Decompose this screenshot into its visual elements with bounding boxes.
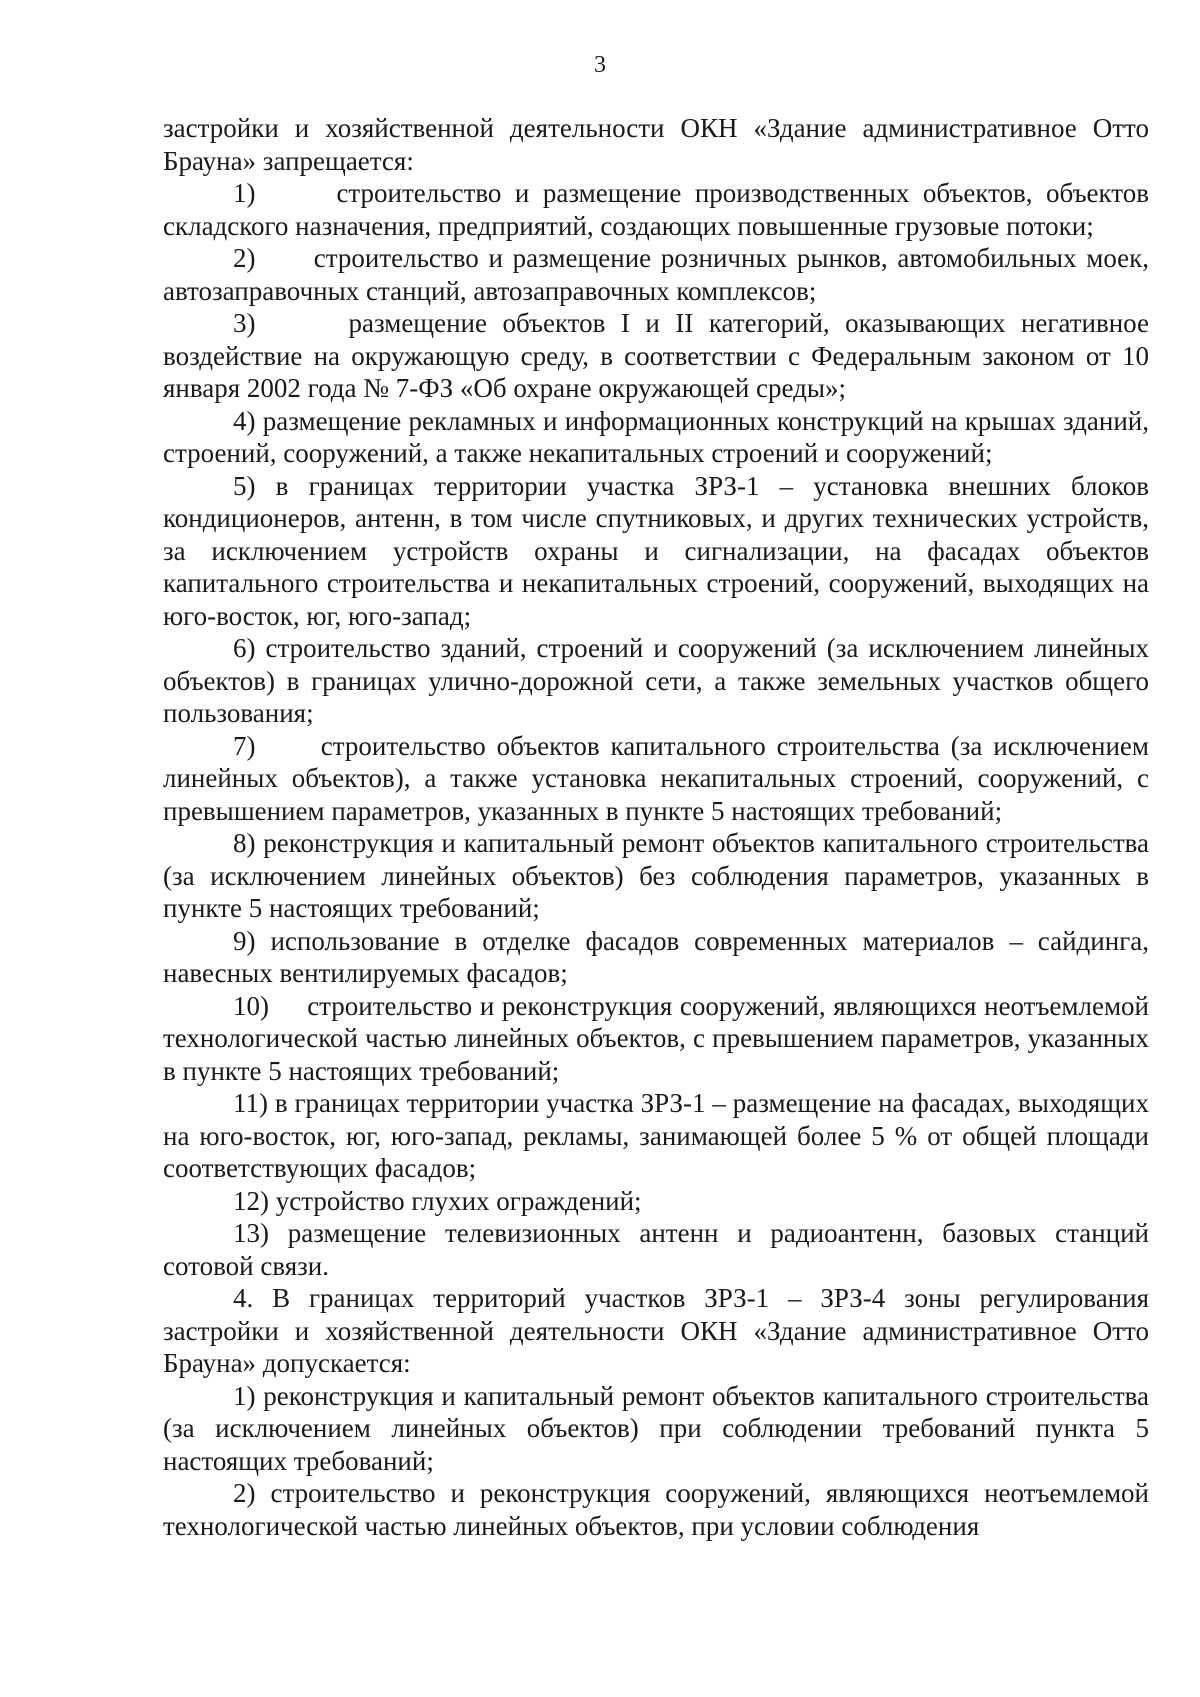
list-item-prohibited-2: 2) строительство и размещение розничных рынков, автомобильных моек, автозаправочных станций, автозаправочных комплексов; xyxy=(163,243,1149,306)
list-item-permitted-2: 2) строительство и реконструкция сооружений, являющихся неотъемлемой технологической частью линейных объектов, при условии соблюдения xyxy=(163,1478,1149,1541)
list-item-prohibited-3: 3) размещение объектов I и II категорий, оказывающих негативное воздействие на окружающую среду, в соответствии с Федеральным законом от 10 января 2002 года № 7-ФЗ «Об охране окружающей среды»; xyxy=(163,308,1149,403)
page-number: 3 xyxy=(594,52,606,78)
paragraph-intro: застройки и хозяйственной деятельности ОКН «Здание административное Отто Брауна» запрещается: xyxy=(163,113,1149,176)
list-item-prohibited-12: 12) устройство глухих ограждений; xyxy=(233,1185,642,1216)
list-item-prohibited-5: 5) в границах территории участка ЗРЗ-1 – установка внешних блоков кондиционеров, антенн, в том числе спутниковых, и других технических устройств, за исключением устройств охраны и сигнализации, на фасадах объектов капитального строительства и некапитальных строений, сооружений, выходящих на юго-восток, юг, юго-запад; xyxy=(163,470,1149,631)
document-body xyxy=(163,112,1149,1542)
section-4-heading: 4. В границах территорий участков ЗРЗ-1 – ЗРЗ-4 зоны регулирования застройки и хозяйственной деятельности ОКН «Здание административное Отто Брауна» допускается: xyxy=(163,1283,1149,1378)
list-item-prohibited-9: 9) использование в отделке фасадов современных материалов – сайдинга, навесных вентилируемых фасадов; xyxy=(163,925,1149,988)
list-item-prohibited-7: 7) строительство объектов капитального строительства (за исключением линейных объектов), а также установка некапитальных строений, сооружений, с превышением параметров, указанных в пункте 5 настоящих требований; xyxy=(163,730,1149,826)
list-item-prohibited-1: 1) строительство и размещение производственных объектов, объектов складского назначения, предприятий, создающих повышенные грузовые потоки; xyxy=(163,178,1149,241)
list-item-prohibited-11: 11) в границах территории участка ЗРЗ-1 – размещение на фасадах, выходящих на юго-восток, юг, юго-запад, рекламы, занимающей более 5 % от общей площади соответствующих фасадов; xyxy=(163,1088,1149,1183)
list-item-prohibited-6: 6) строительство зданий, строений и сооружений (за исключением линейных объектов) в границах улично-дорожной сети, а также земельных участков общего пользования; xyxy=(163,633,1149,728)
list-item-permitted-1: 1) реконструкция и капитальный ремонт объектов капитального строительства (за исключением линейных объектов) при соблюдении требований пункта 5 настоящих требований; xyxy=(163,1380,1149,1476)
list-item-prohibited-4: 4) размещение рекламных и информационных конструкций на крышах зданий, строений, сооружений, а также некапитальных строений и сооружений; xyxy=(163,405,1149,468)
list-item-prohibited-13: 13) размещение телевизионных антенн и радиоантенн, базовых станций сотовой связи. xyxy=(163,1218,1149,1281)
list-item-prohibited-8: 8) реконструкция и капитальный ремонт объектов капитального строительства (за исключением линейных объектов) без соблюдения параметров, указанных в пункте 5 настоящих требований; xyxy=(163,828,1149,923)
list-item-prohibited-10: 10) строительство и реконструкция сооружений, являющихся неотъемлемой технологической частью линейных объектов, с превышением параметров, указанных в пункте 5 настоящих требований; xyxy=(163,990,1149,1086)
